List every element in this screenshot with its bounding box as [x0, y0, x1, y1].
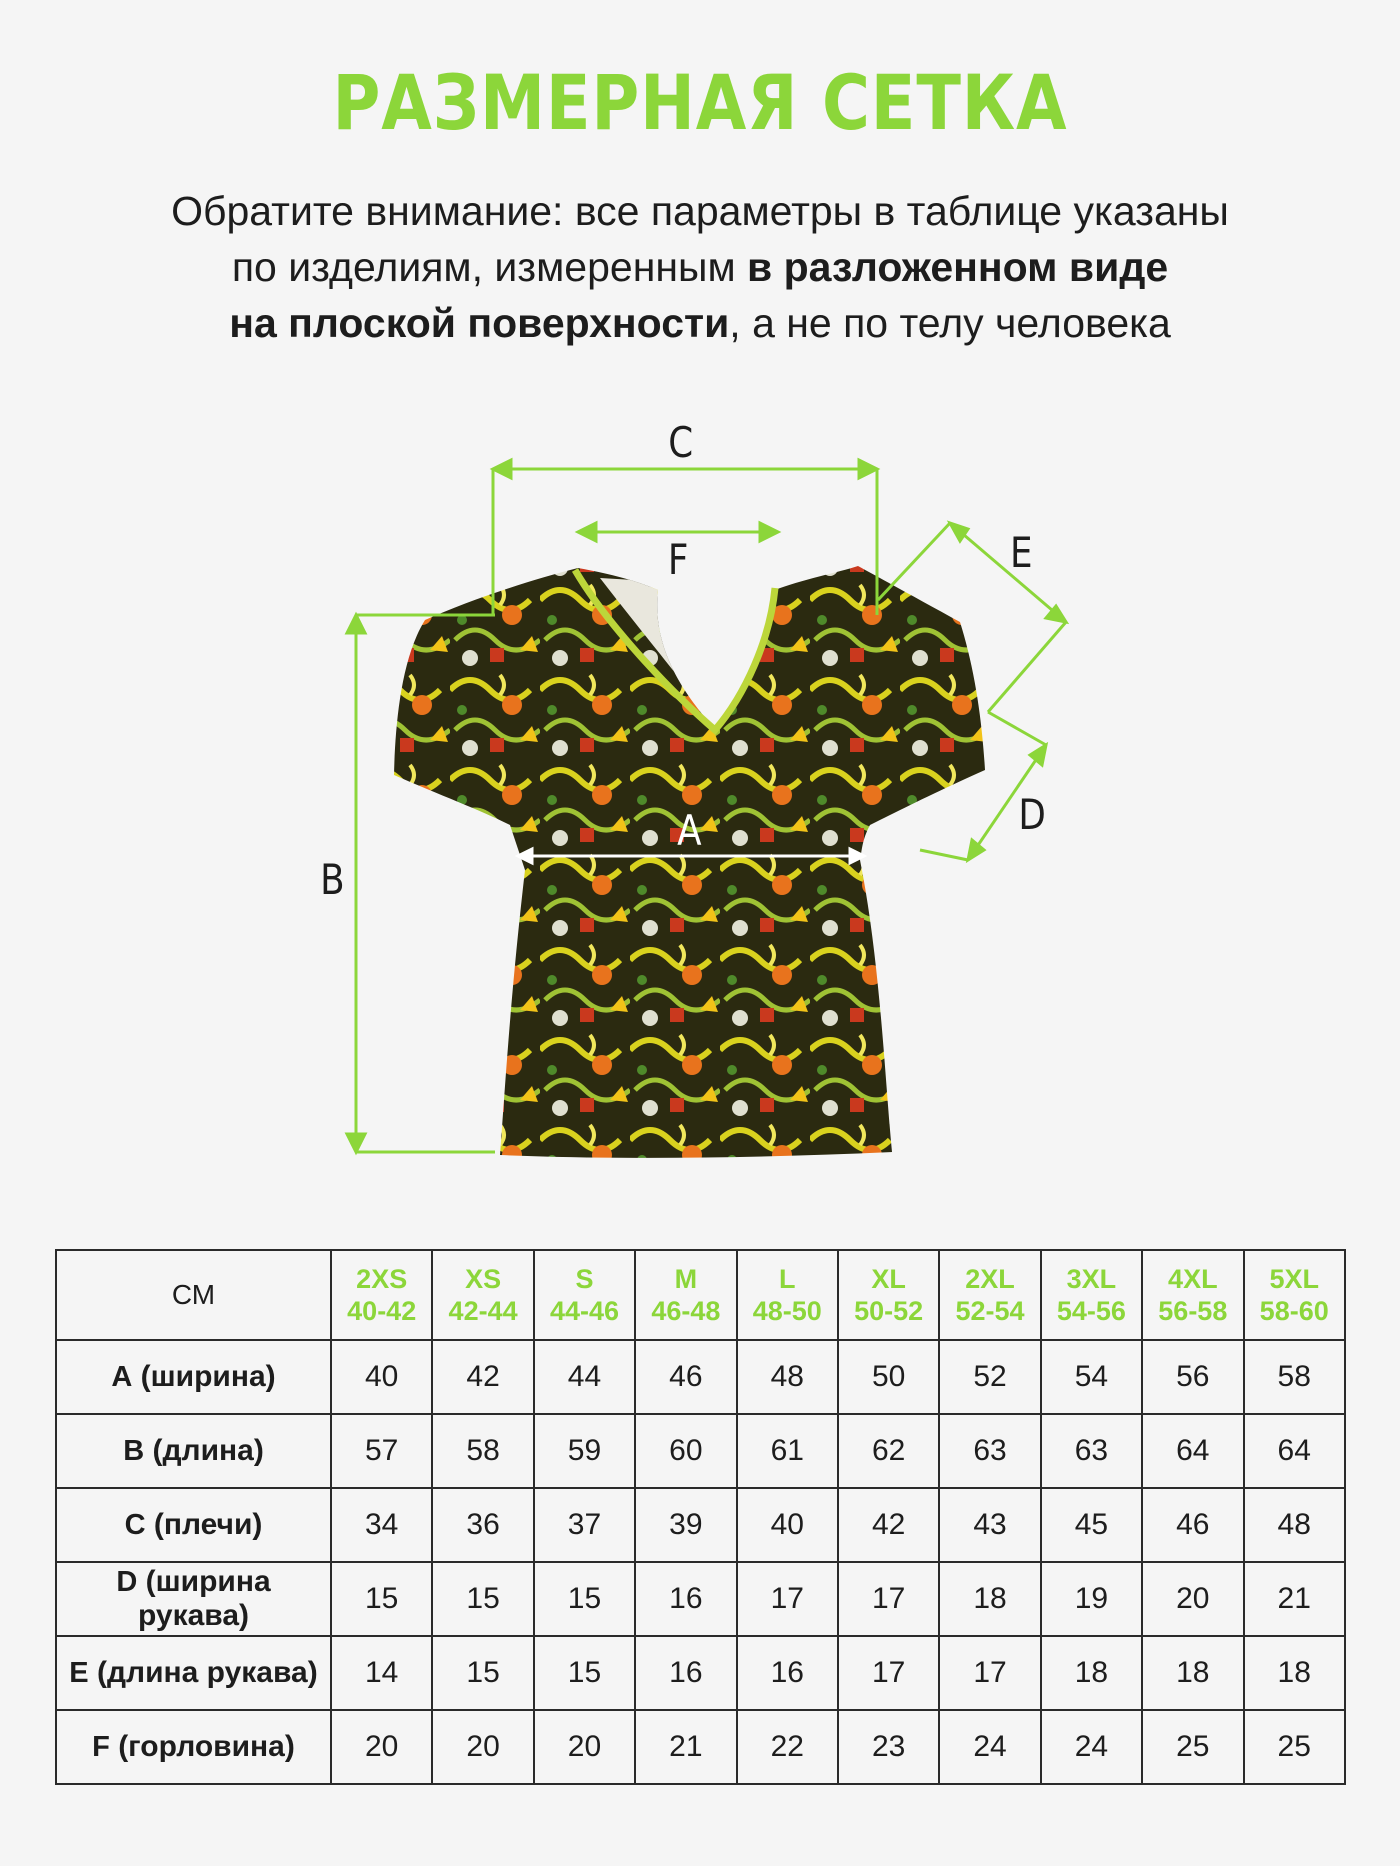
- dimension-e-label: E: [1009, 528, 1033, 577]
- table-cell: 64: [1142, 1414, 1243, 1488]
- table-cell: 40: [737, 1488, 838, 1562]
- size-column-header: M 46-48: [635, 1250, 736, 1340]
- note-line-3-plain: , а не по телу человека: [729, 300, 1171, 346]
- table-cell: 46: [1142, 1488, 1243, 1562]
- table-cell: 18: [1142, 1636, 1243, 1710]
- table-row: [56, 1340, 1345, 1414]
- table-cell: 42: [838, 1488, 939, 1562]
- table-cell: 20: [1142, 1562, 1243, 1636]
- table-cell: 58: [432, 1414, 533, 1488]
- table-cell: 21: [1244, 1562, 1345, 1636]
- size-column-header: 2XS 40-42: [331, 1250, 432, 1340]
- table-cell: 34: [331, 1488, 432, 1562]
- table-cell: 39: [635, 1488, 736, 1562]
- dimension-b-label: B: [320, 855, 345, 904]
- table-cell: 24: [939, 1710, 1040, 1784]
- row-label: A (ширина): [56, 1340, 331, 1414]
- table-cell: 18: [939, 1562, 1040, 1636]
- table-cell: 25: [1142, 1710, 1243, 1784]
- table-cell: 56: [1142, 1340, 1243, 1414]
- table-cell: 15: [331, 1562, 432, 1636]
- table-cell: 40: [331, 1340, 432, 1414]
- size-column-header: S 44-46: [534, 1250, 635, 1340]
- size-column-header: L 48-50: [737, 1250, 838, 1340]
- table-cell: 54: [1041, 1340, 1142, 1414]
- size-column-header: XL 50-52: [838, 1250, 939, 1340]
- table-cell: 37: [534, 1488, 635, 1562]
- table-cell: 16: [737, 1636, 838, 1710]
- table-row: [56, 1710, 1345, 1784]
- dimension-e-line: [950, 523, 1066, 622]
- note-line-2-plain: по изделиям, измеренным: [231, 244, 748, 290]
- table-cell: 57: [331, 1414, 432, 1488]
- size-column-header: 5XL 58-60: [1244, 1250, 1345, 1340]
- table-cell: 15: [432, 1562, 533, 1636]
- table-cell: 52: [939, 1340, 1040, 1414]
- table-cell: 17: [838, 1636, 939, 1710]
- row-label: C (плечи): [56, 1488, 331, 1562]
- table-cell: 17: [838, 1562, 939, 1636]
- size-column-header: XS 42-44: [432, 1250, 533, 1340]
- note-line-3-bold: на плоской поверхности: [229, 300, 730, 346]
- table-cell: 46: [635, 1340, 736, 1414]
- size-column-header: 3XL 54-56: [1041, 1250, 1142, 1340]
- table-cell: 60: [635, 1414, 736, 1488]
- table-cell: 48: [737, 1340, 838, 1414]
- tshirt-illustration: [0, 400, 1400, 1180]
- note-line-2-bold: в разложенном виде: [747, 244, 1169, 290]
- row-label: B (длина): [56, 1414, 331, 1488]
- size-column-header: 2XL 52-54: [939, 1250, 1040, 1340]
- table-cell: 36: [432, 1488, 533, 1562]
- table-row: [56, 1488, 1345, 1562]
- dimension-e-extension: [878, 523, 950, 600]
- garment-diagram: [0, 400, 1400, 1180]
- row-label: F (горловина): [56, 1710, 331, 1784]
- dimension-d-label: D: [1018, 790, 1046, 839]
- table-cell: 15: [534, 1636, 635, 1710]
- table-cell: 20: [432, 1710, 533, 1784]
- table-row: [56, 1562, 1345, 1636]
- table-cell: 18: [1041, 1636, 1142, 1710]
- table-cell: 63: [1041, 1414, 1142, 1488]
- table-cell: 22: [737, 1710, 838, 1784]
- table-cell: 17: [939, 1636, 1040, 1710]
- table-cell: 59: [534, 1414, 635, 1488]
- dimension-a-label: A: [677, 806, 702, 855]
- table-cell: 43: [939, 1488, 1040, 1562]
- table-cell: 19: [1041, 1562, 1142, 1636]
- table-cell: 24: [1041, 1710, 1142, 1784]
- size-column-header: 4XL 56-58: [1142, 1250, 1243, 1340]
- note-line-3: [0, 295, 1400, 351]
- table-cell: 58: [1244, 1340, 1345, 1414]
- table-cell: 21: [635, 1710, 736, 1784]
- note-line-2: [0, 239, 1400, 295]
- note-line-1: Обратите внимание: все параметры в таблице указаны: [171, 188, 1229, 234]
- table-cell: 50: [838, 1340, 939, 1414]
- table-cell: 62: [838, 1414, 939, 1488]
- table-row: [56, 1636, 1345, 1710]
- table-cell: 14: [331, 1636, 432, 1710]
- table-row: [56, 1414, 1345, 1488]
- size-table: [55, 1249, 1346, 1785]
- shirt-body: [380, 550, 1000, 1170]
- size-header-row: [56, 1250, 1345, 1340]
- table-cell: 23: [838, 1710, 939, 1784]
- table-cell: 42: [432, 1340, 533, 1414]
- table-cell: 45: [1041, 1488, 1142, 1562]
- table-cell: 15: [432, 1636, 533, 1710]
- table-cell: 61: [737, 1414, 838, 1488]
- measurement-note: [0, 183, 1400, 351]
- table-cell: 48: [1244, 1488, 1345, 1562]
- table-cell: 16: [635, 1636, 736, 1710]
- dimension-f-label: F: [667, 535, 689, 584]
- table-cell: 64: [1244, 1414, 1345, 1488]
- row-label: E (длина рукава): [56, 1636, 331, 1710]
- table-cell: 20: [331, 1710, 432, 1784]
- table-cell: 16: [635, 1562, 736, 1636]
- unit-header: СМ: [56, 1250, 331, 1340]
- row-label: D (ширина рукава): [56, 1562, 331, 1636]
- table-cell: 17: [737, 1562, 838, 1636]
- table-cell: 15: [534, 1562, 635, 1636]
- table-cell: 25: [1244, 1710, 1345, 1784]
- table-cell: 63: [939, 1414, 1040, 1488]
- table-cell: 18: [1244, 1636, 1345, 1710]
- page-title: РАЗМЕРНАЯ СЕТКА: [332, 58, 1068, 147]
- table-cell: 20: [534, 1710, 635, 1784]
- table-cell: 44: [534, 1340, 635, 1414]
- dimension-c-label: C: [668, 418, 694, 467]
